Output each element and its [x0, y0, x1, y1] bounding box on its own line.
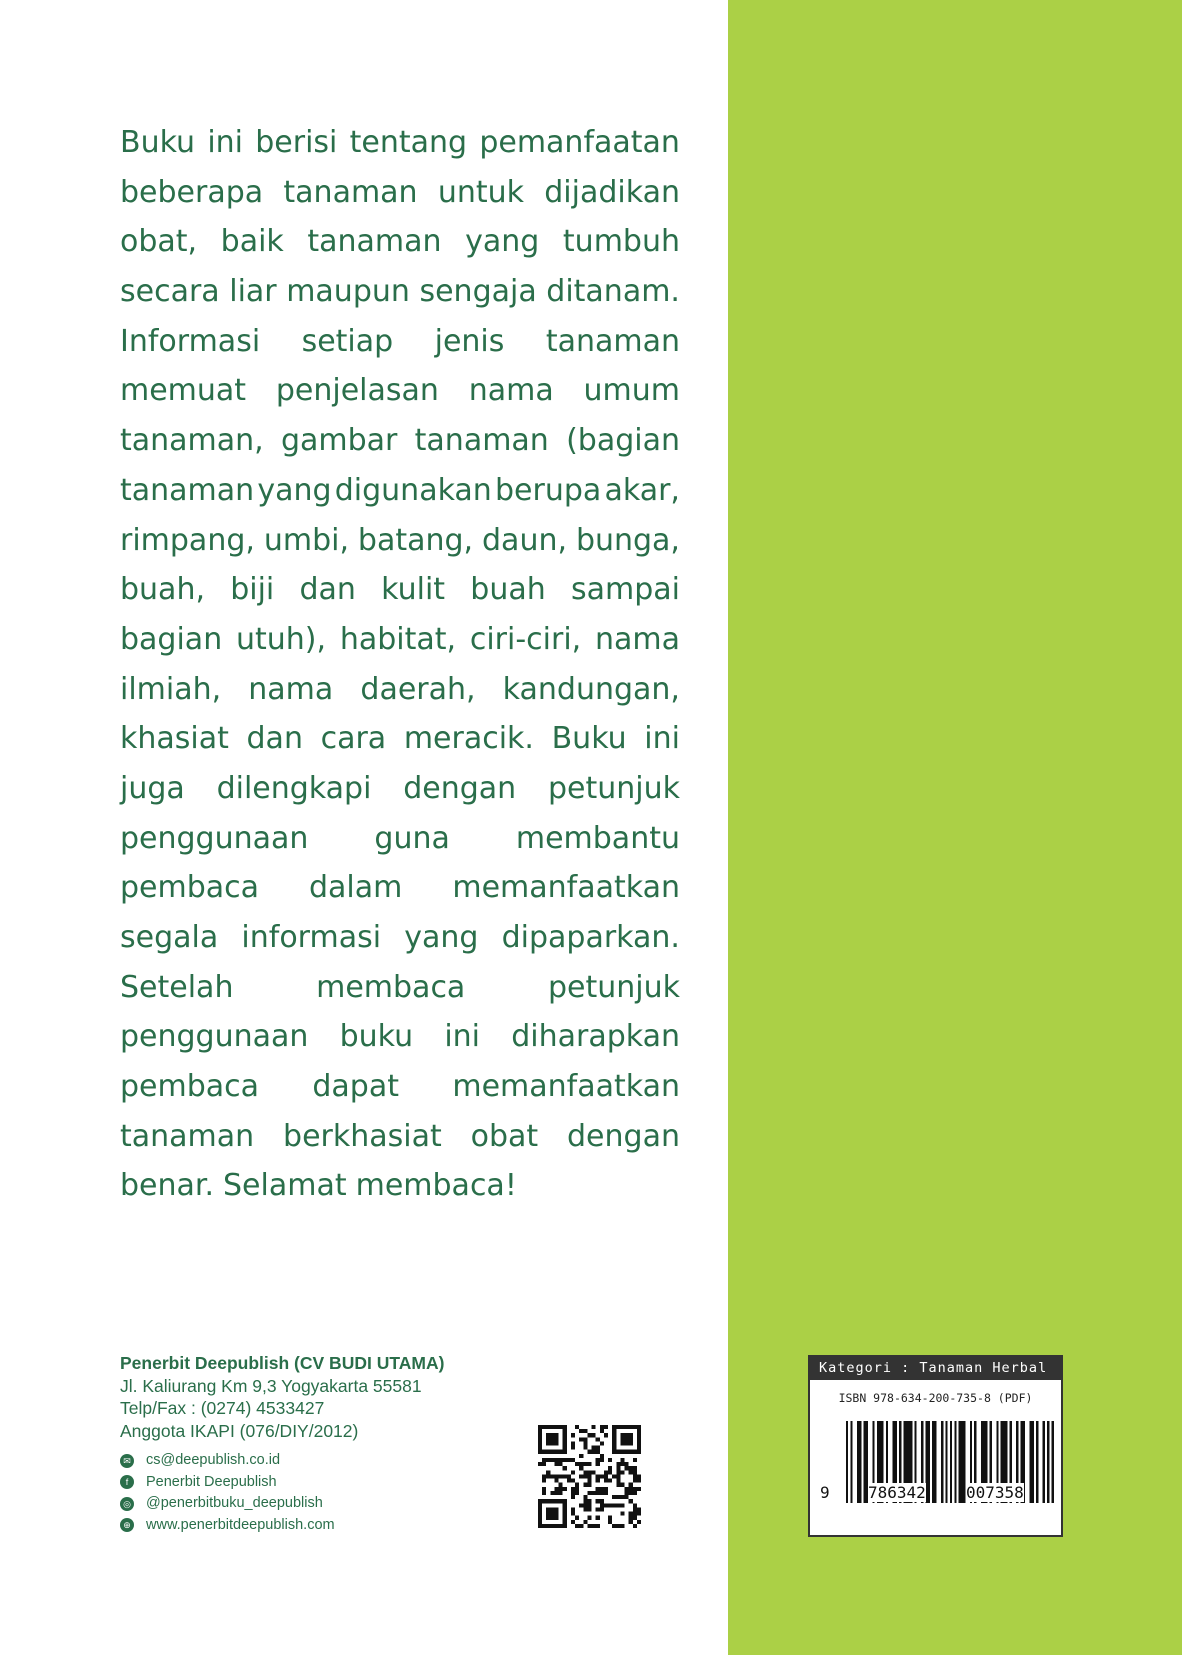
blurb-line: bagian utuh), habitat, ciri-ciri, nama: [120, 621, 680, 657]
blurb-line: pembaca dapat memanfaatkan: [120, 1069, 680, 1105]
publisher-name: Penerbit Deepublish (CV BUDI UTAMA): [120, 1353, 445, 1373]
barcode-digits-left: 786342: [868, 1483, 926, 1502]
blurb-line: memuat penjelasan nama umum: [120, 373, 680, 409]
qr-code: [538, 1425, 641, 1528]
contact-facebook[interactable]: [120, 1472, 335, 1494]
blurb-line: penggunaan buku ini diharapkan: [120, 1019, 680, 1055]
blurb-line: tanaman yang digunakan berupa akar,: [120, 472, 680, 508]
publisher-membership: Anggota IKAPI (076/DIY/2012): [120, 1420, 359, 1441]
email-icon: ✉: [120, 1454, 134, 1468]
barcode-digits-right: 007358: [966, 1483, 1024, 1502]
publisher-info: [120, 1352, 444, 1442]
blurb-line: beberapa tanaman untuk dijadikan: [120, 174, 680, 210]
blurb-line: Setelah membaca petunjuk: [120, 969, 680, 1005]
isbn-text: ISBN 978-634-200-735-8 (PDF): [838, 1391, 1033, 1405]
blurb-line: tanaman, gambar tanaman (bagian: [120, 423, 680, 459]
blurb-line: penggunaan guna membantu: [120, 820, 680, 856]
blurb-line: buah, biji dan kulit buah sampai: [120, 572, 680, 608]
publisher-phone: Telp/Fax : (0274) 4533427: [120, 1398, 325, 1418]
blurb-line: ilmiah, nama daerah, kandungan,: [120, 671, 680, 707]
blurb-line: secara liar maupun sengaja ditanam.: [120, 274, 680, 310]
contact-text: cs@deepublish.co.id: [146, 1452, 281, 1468]
contact-text: Penerbit Deepublish: [146, 1473, 277, 1490]
blurb-line: obat, baik tanaman yang tumbuh: [120, 224, 680, 260]
blurb-line: rimpang, umbi, batang, daun, bunga,: [120, 522, 680, 558]
blurb-line: segala informasi yang dipaparkan.: [120, 920, 680, 955]
blurb-line: Informasi setiap jenis tanaman: [120, 323, 680, 359]
category-label: Kategori : Tanaman Herbal: [810, 1357, 1061, 1380]
isbn-barcode-box: [808, 1355, 1063, 1537]
blurb-line: juga dilengkapi dengan petunjuk: [120, 770, 680, 806]
contact-website[interactable]: [120, 1515, 335, 1537]
globe-icon: ⊕: [120, 1518, 134, 1532]
facebook-icon: f: [120, 1475, 134, 1489]
contact-list: [120, 1450, 335, 1536]
contact-text: www.penerbitdeepublish.com: [146, 1516, 335, 1533]
blurb-line: benar. Selamat membaca!: [120, 1168, 517, 1204]
blurb-line: pembaca dalam memanfaatkan: [120, 870, 680, 906]
contact-text: @penerbitbuku_deepublish: [146, 1495, 323, 1511]
instagram-icon: ◎: [120, 1497, 134, 1511]
back-cover-blurb: [120, 118, 680, 1211]
publisher-address: Jl. Kaliurang Km 9,3 Yogyakarta 55581: [120, 1375, 422, 1396]
barcode-digit-first: 9: [820, 1483, 830, 1502]
contact-email[interactable]: [120, 1450, 335, 1472]
blurb-line: khasiat dan cara meracik. Buku ini: [120, 721, 680, 757]
contact-instagram[interactable]: [120, 1493, 335, 1515]
blurb-line: tanaman berkhasiat obat dengan: [120, 1118, 680, 1154]
blurb-line: Buku ini berisi tentang pemanfaatan: [120, 125, 680, 160]
